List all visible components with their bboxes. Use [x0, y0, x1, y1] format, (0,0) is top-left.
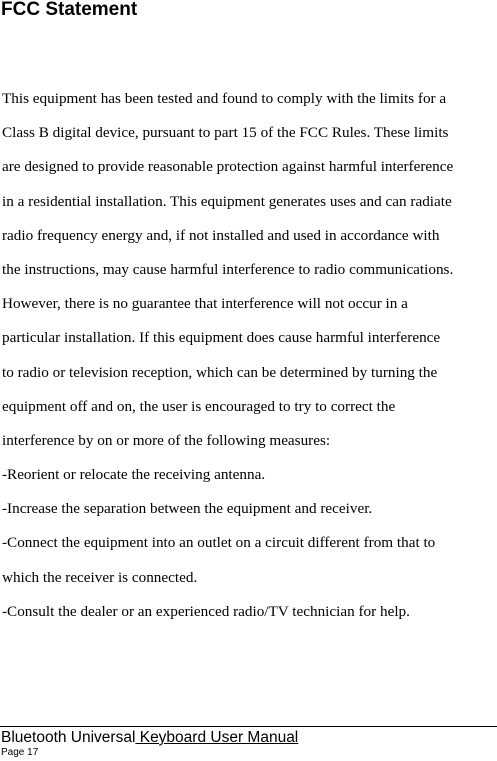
body-line: equipment off and on, the user is encouraged to try to correct the [2, 397, 396, 415]
footer-title-part1: Bluetooth Universal [1, 729, 136, 746]
measure-item: -Increase the separation between the equipment and receiver. [2, 500, 373, 518]
body-line: However, there is no guarantee that interference will not occur in a [2, 295, 408, 313]
measure-item-continued: which the receiver is connected. [2, 568, 198, 586]
fcc-statement-body [2, 82, 497, 629]
measure-item: -Reorient or relocate the receiving antenna. [2, 466, 266, 484]
body-line: interference by on or more of the following measures: [2, 431, 331, 449]
page-number: Page 17 [1, 747, 39, 758]
footer-title-part2: Keyboard User Manual [135, 729, 299, 746]
body-line: in a residential installation. This equipment generates uses and can radiate [2, 192, 452, 210]
footer-manual-title [1, 728, 298, 747]
body-line: radio frequency energy and, if not installed and used in accordance with [2, 226, 440, 244]
measure-item: -Consult the dealer or an experienced radio/TV technician for help. [2, 602, 410, 620]
body-line: to radio or television reception, which can be determined by turning the [2, 363, 438, 381]
body-line: are designed to provide reasonable protection against harmful interference [2, 158, 454, 176]
measure-item: -Connect the equipment into an outlet on a circuit different from that to [2, 534, 436, 552]
body-line: This equipment has been tested and found to comply with the limits for a [2, 90, 447, 107]
page-title: FCC Statement [1, 0, 138, 20]
body-line: Class B digital device, pursuant to part 15 of the FCC Rules. These limits [2, 124, 449, 142]
body-line: particular installation. If this equipment does cause harmful interference [2, 329, 441, 347]
body-line: the instructions, may cause harmful interference to radio communications. [2, 260, 454, 278]
footer-divider [0, 726, 497, 727]
